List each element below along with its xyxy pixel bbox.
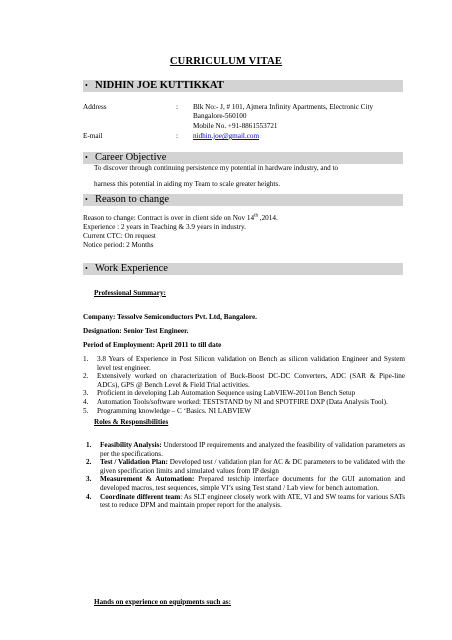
experience-line: Experience : 2 years in Teaching & 3.9 years in industry. — [83, 223, 246, 231]
list-item-number: 1. — [86, 441, 92, 449]
reason-to-change-bar — [83, 194, 403, 206]
email-link[interactable]: nidhin.joe@gmail.com — [193, 132, 260, 140]
career-objective-line-2: harness this potential in aiding my Team to scale greater heights. — [94, 180, 280, 188]
role-list-item — [86, 441, 405, 458]
roles-list — [86, 441, 405, 510]
list-item-text: Automation Tools/software worked: TESTSTAND by NI and SPOTFIRE DXP (Data Analysis Tool). — [97, 397, 388, 406]
list-item-number: 2. — [86, 458, 92, 467]
bullet-icon: • — [85, 264, 88, 273]
list-item-text: Extensively worked on characterization of Buck-Boost DC-DC Converters, ADC (SAR & Pipe-line ADCs), GPS @ Bench Level & Field Trial activities. — [97, 372, 405, 389]
role-title: Measurement & Automation: — [100, 475, 195, 484]
address-line-1: Blk No:- J, # 101, Ajmera Infinity Apartments, Electronic City — [193, 103, 374, 111]
list-item-number: 4. — [83, 397, 89, 406]
work-experience-bar — [83, 263, 403, 275]
summary-list-item — [83, 355, 405, 372]
bullet-icon: • — [85, 153, 88, 162]
summary-list-item — [83, 372, 405, 389]
address-colon: : — [176, 103, 178, 111]
role-title: Test / Validation Plan: — [100, 458, 168, 467]
role-description: Prepared testchip interface documents for the GUI automation and developed macros, test sequences, simple VI’s using Test stand / Lab view for bench automation. — [100, 475, 405, 492]
list-item-number: 5. — [83, 406, 89, 415]
company-line: Company: Tessolve Semiconductors Pvt. Ltd, Bangalore. — [83, 313, 257, 321]
career-objective-heading: Career Objective — [95, 152, 167, 163]
address-label: Address — [83, 103, 107, 111]
role-list-item — [86, 458, 405, 475]
name-section-bar — [83, 80, 403, 92]
summary-list-item — [83, 389, 405, 398]
role-description: Developed test / validation plan for AC & DC parameters to be validated with the given specification limits and simulated values from IP design — [100, 458, 405, 475]
roles-heading: Roles & Responsibilities — [94, 418, 169, 426]
reason-to-change-heading: Reason to change — [95, 194, 170, 205]
candidate-name: NIDHIN JOE KUTTIKKAT — [95, 80, 224, 91]
professional-summary-list — [83, 355, 405, 415]
employment-period-line: Period of Employment: April 2011 to till date — [83, 341, 222, 349]
role-text — [100, 475, 405, 492]
document-title: CURRICULUM VITAE — [169, 56, 283, 67]
reason-line: Reason to change: Contract is over in client side on Nov 14th ,2014. — [83, 213, 278, 222]
bullet-icon: • — [85, 81, 88, 90]
email-colon: : — [176, 132, 178, 140]
list-item-text: Proficient in developing Lab Automation Sequence using LabVIEW-2011on Bench Setup — [97, 389, 356, 398]
role-title: Coordinate different team — [100, 492, 181, 501]
address-line-2: Bangalore-560100 — [193, 112, 247, 120]
role-text — [100, 458, 405, 475]
role-description: : As SLT engineer closely work with ATE, VI and SW teams for various SATs test to reduce DPM and maintain proper report for the analysis. — [100, 492, 405, 510]
work-experience-heading: Work Experience — [95, 263, 168, 274]
list-item-number: 4. — [86, 492, 92, 501]
list-item-number: 2. — [83, 372, 89, 381]
list-item-number: 3. — [83, 389, 89, 398]
list-item-text: 3.8 Years of Experience in Post Silicon validation on Bench as silicon validation Engineer and System level test engineer. — [97, 355, 405, 372]
summary-list-item — [83, 407, 405, 416]
career-objective-bar — [83, 152, 403, 164]
notice-period-line: Notice period: 2 Months — [83, 241, 154, 249]
mobile-number: Mobile No. +91-8861553721 — [193, 122, 278, 130]
current-ctc-line: Current CTC: On request — [83, 232, 156, 240]
hands-on-heading: Hands on experience on equipments such as: — [94, 598, 231, 606]
designation-line: Designation: Senior Test Engineer. — [83, 327, 189, 335]
professional-summary-heading: Professional Summary: — [94, 289, 166, 297]
list-item-number: 3. — [86, 475, 92, 484]
bullet-icon: • — [85, 195, 88, 204]
role-text — [100, 441, 405, 458]
list-item-number: 1. — [83, 355, 89, 363]
role-description: Understood IP requirements and analyzed the feasibility of validation parameters as per the specifications. — [100, 441, 405, 458]
role-text — [100, 493, 405, 510]
role-list-item — [86, 493, 405, 510]
email-label: E-mail — [83, 132, 103, 140]
list-item-text: Programming knowledge – C ‘Basics. NI LABVIEW — [97, 406, 251, 415]
career-objective-line-1: To discover through continuing persistence my potential in hardware industry, and to — [94, 164, 339, 172]
summary-list-item — [83, 398, 405, 407]
role-list-item — [86, 475, 405, 492]
role-title: Feasibility Analysis: — [100, 441, 162, 449]
